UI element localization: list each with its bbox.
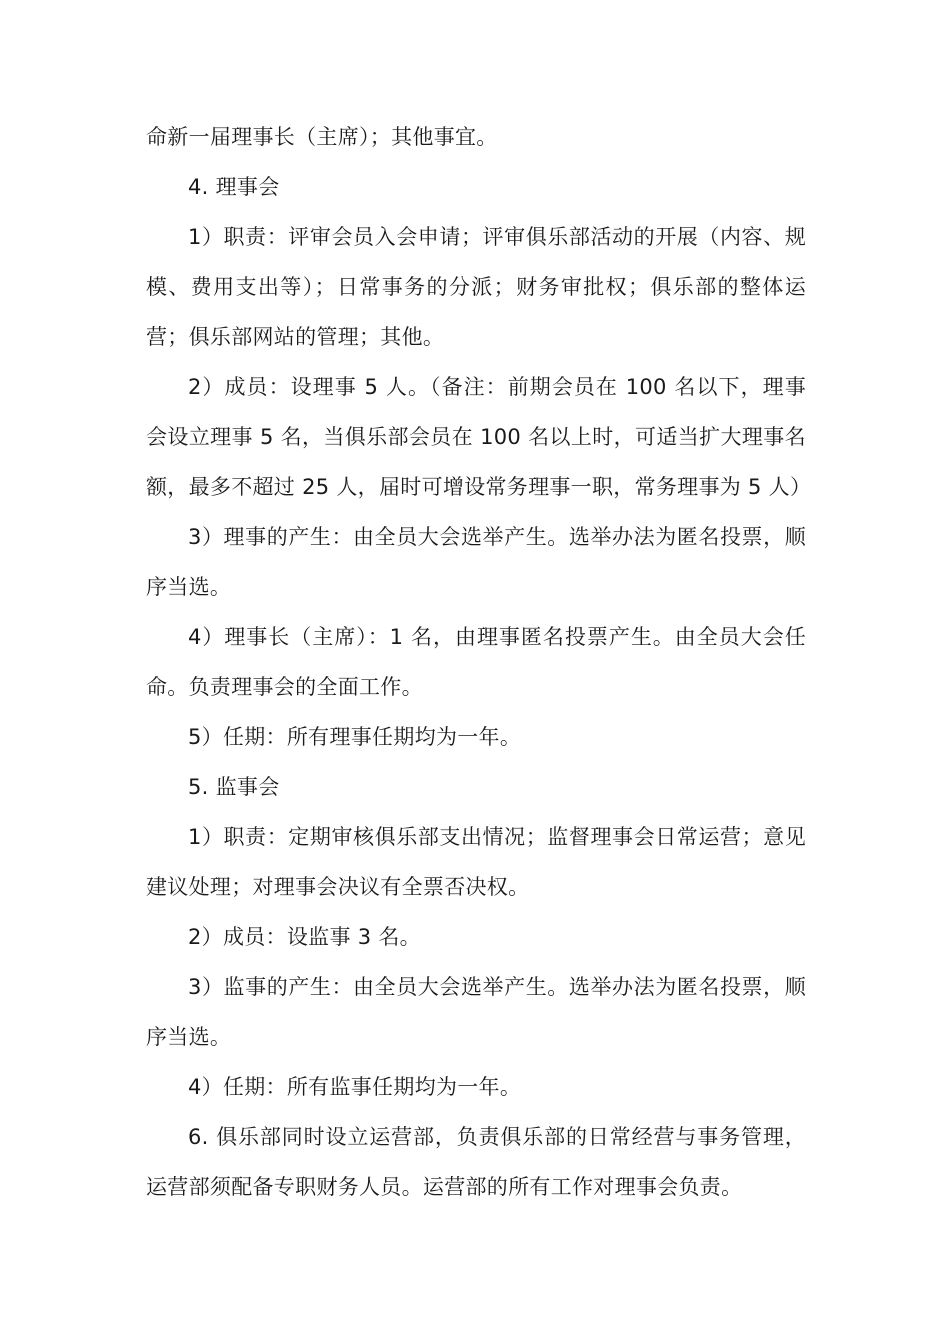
paragraph-supervisory-term: 4）任期：所有监事任期均为一年。 [188,1075,522,1099]
paragraph-board-duties: 1）职责：评审会员入会申请；评审俱乐部活动的开展（内容、规模、费用支出等）；日常事务的分派；财务审批权；俱乐部的整体运营；俱乐部网站的管理；其他。 [146,225,806,349]
document-body [146,112,812,1212]
paragraph-continuation: 命新一届理事长（主席）；其他事宜。 [146,125,498,149]
paragraph-operations-department: 6. 俱乐部同时设立运营部，负责俱乐部的日常经营与事务管理，运营部须配备专职财务人员。运营部的所有工作对理事会负责。 [146,1125,806,1199]
paragraph-supervisory-election: 3）监事的产生：由全员大会选举产生。选举办法为匿名投票，顺序当选。 [146,975,806,1049]
paragraph-board-chairman: 4）理事长（主席）：1 名，由理事匿名投票产生。由全员大会任命。负责理事会的全面工作。 [146,625,806,699]
paragraph-board-election: 3）理事的产生：由全员大会选举产生。选举办法为匿名投票，顺序当选。 [146,525,806,599]
paragraph-board-term: 5）任期：所有理事任期均为一年。 [188,725,522,749]
paragraph-supervisory-duties: 1）职责：定期审核俱乐部支出情况；监督理事会日常运营；意见建议处理；对理事会决议有全票否决权。 [146,825,806,899]
section-heading-board: 4. 理事会 [188,175,280,199]
section-heading-supervisory: 5. 监事会 [188,775,280,799]
paragraph-board-members: 2）成员：设理事 5 人。（备注：前期会员在 100 名以下，理事会设立理事 5 名，当俱乐部会员在 100 名以上时，可适当扩大理事名额，最多不超过 25 人，届时可增设常务理事一职，常务理事为 5 人） [146,375,812,499]
paragraph-supervisory-members: 2）成员：设监事 3 名。 [188,925,421,949]
